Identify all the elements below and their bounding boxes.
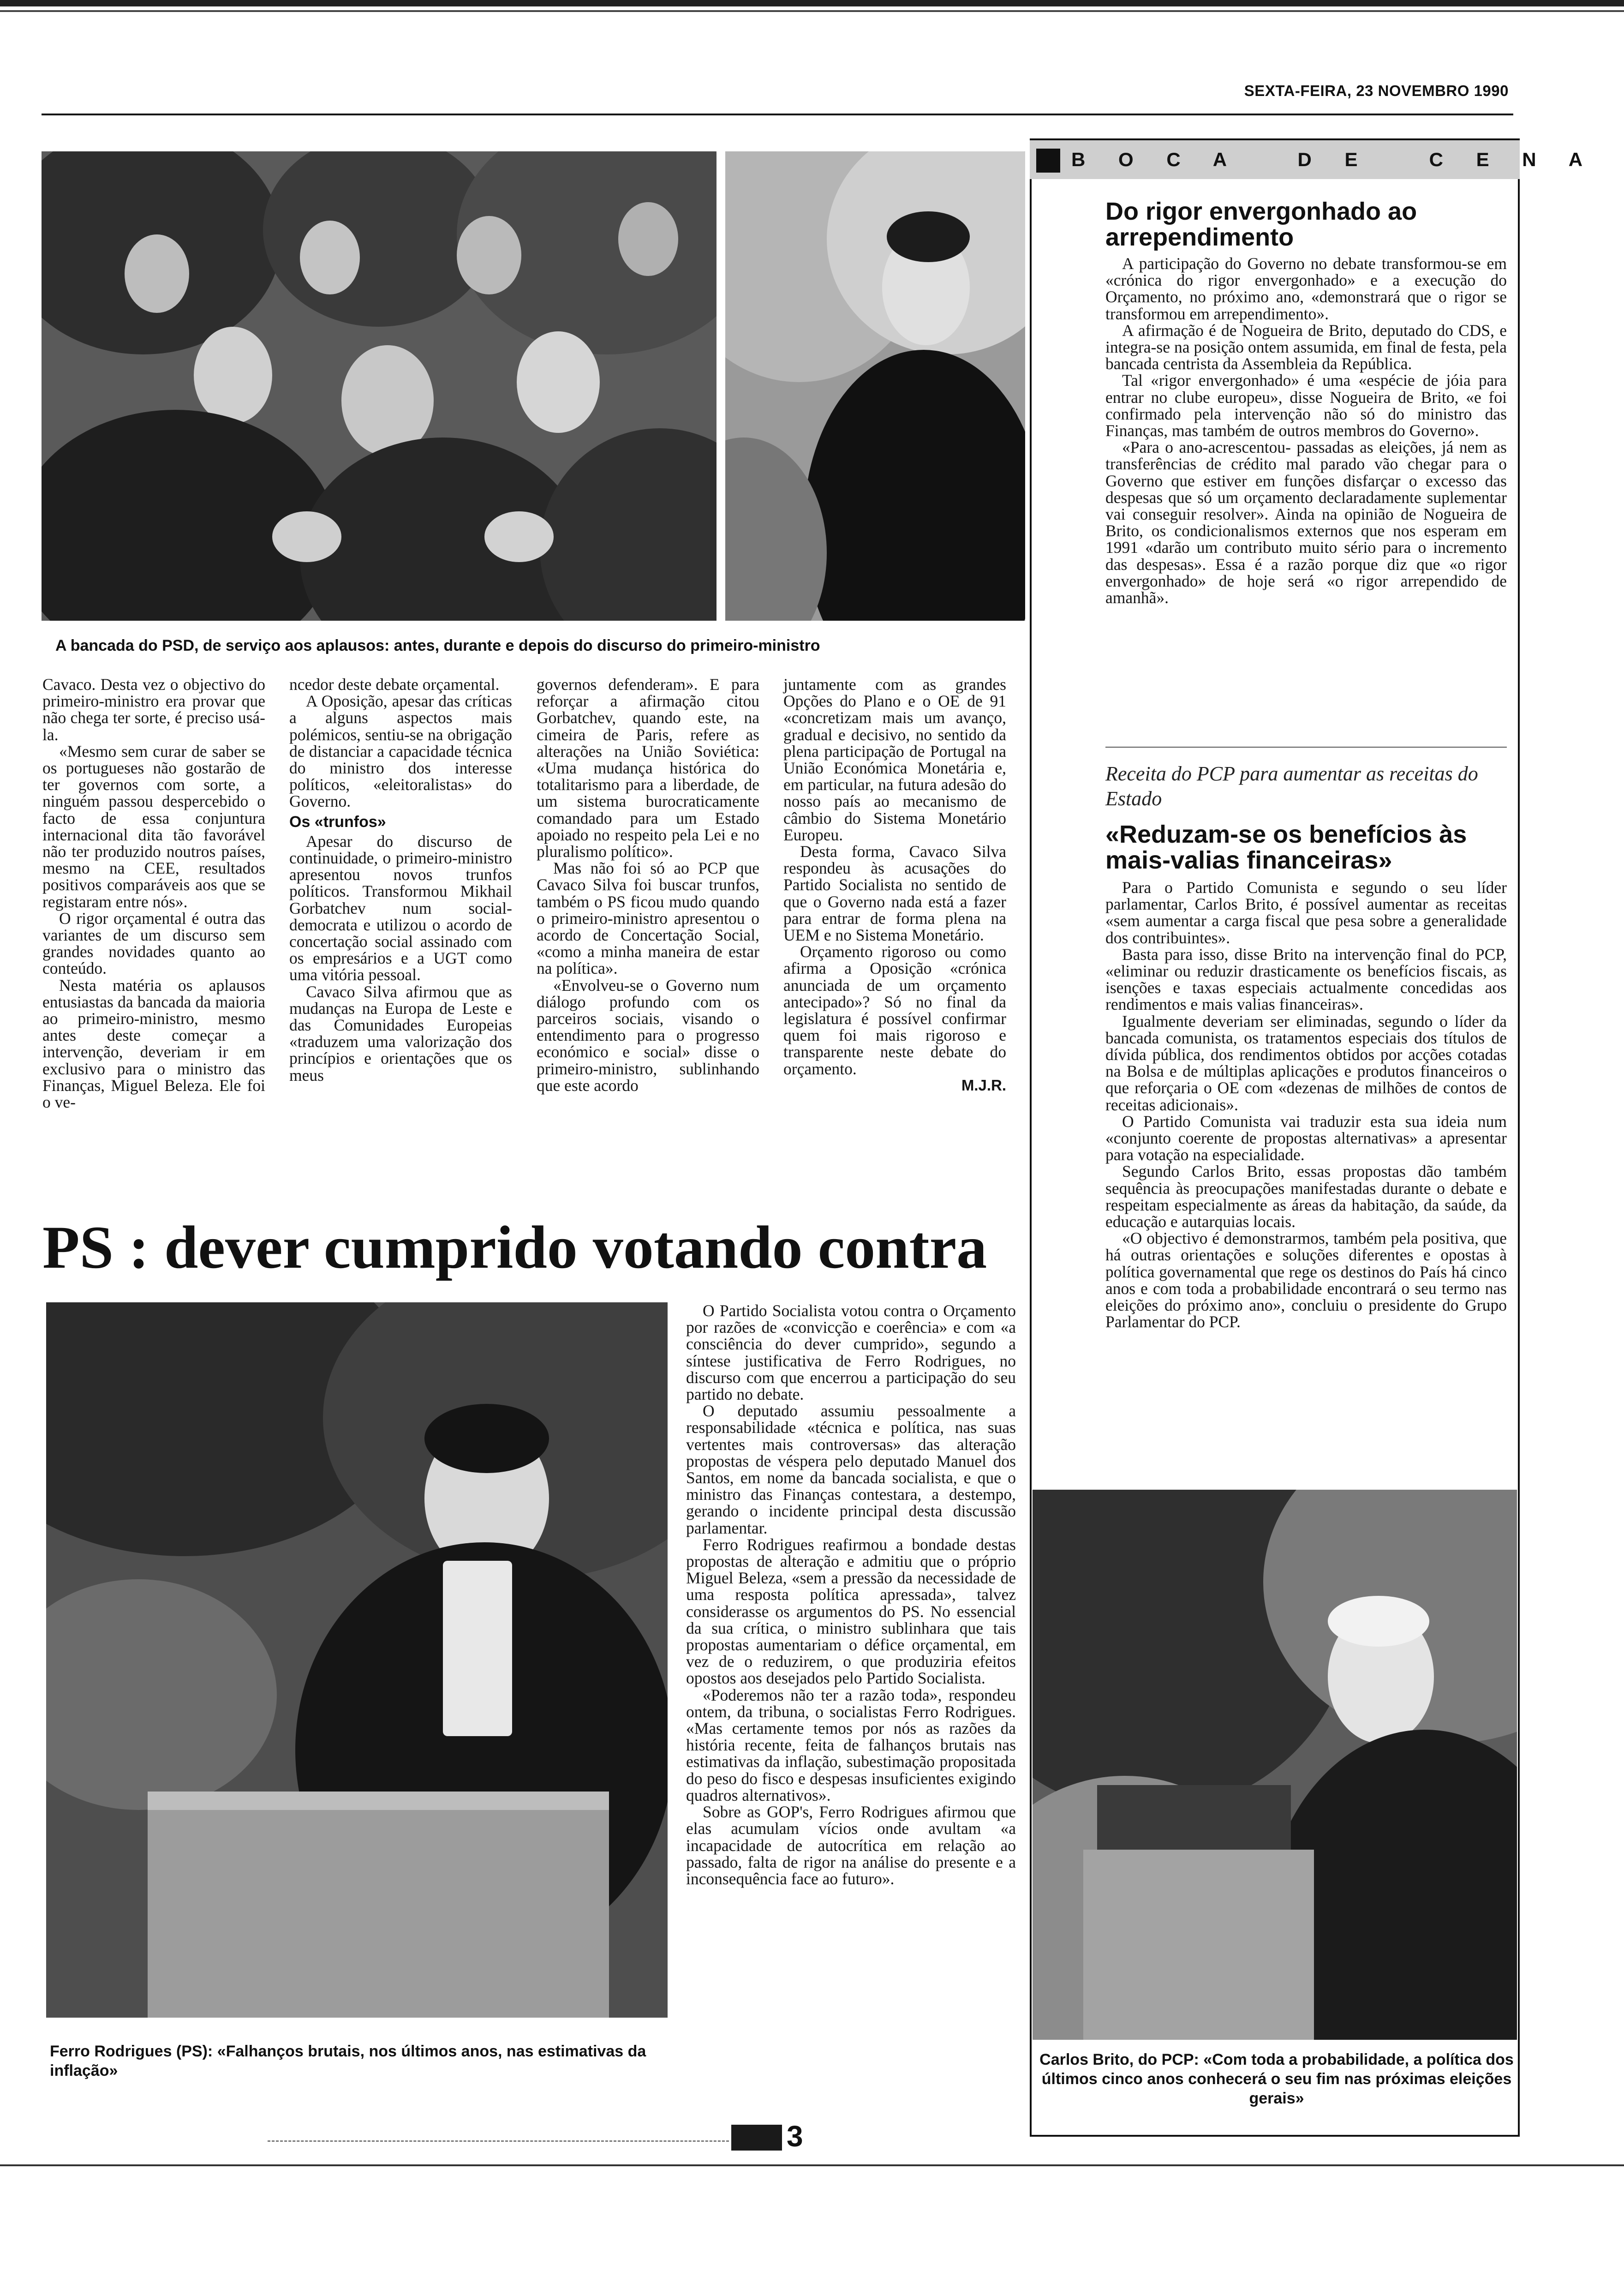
paragraph: «Envolveu-se o Governo num diálogo profundo com os parceiros sociais, visando o entendimento para o progresso económico e social» disse o primeiro-ministro, sublinhando que este acordo: [537, 976, 759, 1095]
paragraph: O Partido Socialista votou contra o Orçamento por razões de «convicção e coerência» e com «a consciência do dever cumprido», segundo a síntese justificativa de Ferro Rodrigues, no discurso com que encerrou a participação do seu partido no debate.: [686, 1301, 1016, 1404]
paragraph: Basta para isso, disse Brito na intervenção final do PCP, «eliminar ou reduzir drasticamente os benefícios fiscais, as isenções e taxas especiais actualmente concedidas aos rendimentos e mais valias financeiras».: [1105, 945, 1507, 1014]
photo-carlos-brito: [1033, 1490, 1517, 2040]
ps-headline: PS : dever cumprido votando contra: [42, 1213, 987, 1281]
paragraph: governos defenderam». E para reforçar a afirmação citou Gorbatchev, quando este, na cimeira de Paris, refere as alterações na União Soviética: «Uma mudança histórica do totalitarismo para a liberdade, de um sistema burocraticamente comandado para um Estado apoiado no respeito pela Lei e no pluralismo político».: [537, 675, 759, 861]
top-story-column-2: [289, 676, 512, 1084]
photo-caption-psd-bench: A bancada do PSD, de serviço aos aplausos: antes, durante e depois do discurso do primeiro-ministro: [55, 637, 820, 654]
top-story-column-3: [537, 676, 759, 1094]
author-signature: M.J.R.: [961, 1076, 1006, 1094]
sidebar-bottom-border: [1030, 2135, 1520, 2137]
paragraph: A afirmação é de Nogueira de Brito, deputado do CDS, e integra-se na posição ontem assumida, em final de festa, pela bancada centrista da Assembleia da República.: [1105, 321, 1507, 373]
photo-psd-bench-applause: [42, 151, 716, 621]
paragraph: O deputado assumiu pessoalmente a responsabilidade «técnica e política, nas suas vertentes mais controversas» das alteração propostas de véspera pelo deputado Manuel dos Santos, em nome da bancada socialista, e que o ministro das Finanças contestara, a destempo, gerando o incidente principal desta discussão parlamentar.: [686, 1402, 1016, 1537]
top-border-line-thin: [0, 10, 1624, 12]
top-border-line: [0, 0, 1624, 6]
sidebar-divider: [1105, 747, 1507, 748]
bottom-border-line: [0, 2164, 1624, 2166]
sidebar-story2-headline: «Reduzam-se os benefícios às mais-valias financeiras»: [1105, 821, 1467, 875]
paragraph: Apesar do discurso de continuidade, o primeiro-ministro apresentou novos trunfos políticos. Transformou Mikhail Gorbatchev num social-democrata e utilizou o acordo de concertação social assinado com os empresários e a UGT como uma vitória pessoal.: [289, 832, 512, 984]
sidebar-story1-headline: Do rigor envergonhado ao arrependimento: [1105, 198, 1417, 252]
paragraph: Para o Partido Comunista e segundo o seu líder parlamentar, Carlos Brito, é possível aumentar as receitas «sem aumentar a carga fiscal que pesa sobre a generalidade dos contribuintes».: [1105, 878, 1507, 947]
sidebar-story2-kicker: Receita do PCP para aumentar as receitas do Estado: [1105, 762, 1478, 810]
top-story-column-1: [42, 676, 265, 1110]
ps-story-body: [686, 1302, 1016, 1887]
paragraph: Mas não foi só ao PCP que Cavaco Silva foi buscar trunfos, também o PS ficou mudo quando o primeiro-ministro apresentou o acordo de Concertação Social, «como a minha maneira de estar na política».: [537, 859, 759, 978]
section-label-bar: [1030, 140, 1597, 179]
section-label: B O C A D E C E N A: [1071, 149, 1597, 170]
paragraph: «Mesmo sem curar de saber se os portugueses não gostarão de ter governos com sorte, a ninguém passou despercebido o facto de essa conjuntura internacional dita tão favorável não ter produzido noutros países, mesmo na CEE, resultados positivos comparáveis aos que se registaram entre nós».: [42, 742, 265, 911]
paragraph: Sobre as GOP's, Ferro Rodrigues afirmou que elas acumulam vícios onde avultam «a incapacidade de autocrítica em relação ao passado, falta de rigor na análise do presente e a inconsequência face ao futuro».: [686, 1803, 1016, 1888]
page-number: 3: [787, 2120, 803, 2153]
photo-ferro-rodrigues: [46, 1302, 668, 2018]
paragraph: «O objectivo é demonstrarmos, também pela positiva, que há outras orientações e soluções diferentes e opostas à política governamental que rege os destinos do País há cinco anos e com toda a probabilidade encontrará o seu termo nas eleições do próximo ano», concluiu o presidente do Grupo Parlamentar do PCP.: [1105, 1229, 1507, 1331]
footer-dotted-rule: [268, 2140, 729, 2142]
section-marker-square: [1036, 149, 1060, 173]
paragraph: Cavaco. Desta vez o objectivo do primeiro-ministro era provar que não chega ter sorte, é preciso usá-la.: [42, 675, 265, 744]
paragraph: Desta forma, Cavaco Silva respondeu às acusações do Partido Socialista no sentido de que o Governo nada está a fazer para entrar de forma plena na UEM e no Sistema Monetário.: [783, 842, 1006, 945]
paragraph: Cavaco Silva afirmou que as mudanças na Europa de Leste e das Comunidades Europeias «traduzem uma valorização dos princípios e orientações que os meus: [289, 982, 512, 1085]
sidebar-right-border: [1518, 138, 1520, 2137]
paragraph: Ferro Rodrigues reafirmou a bondade destas propostas de alteração e admitiu que o próprio Miguel Beleza, «sem a pressão da necessidade de uma resposta política apressada», talvez considerasse os argumentos do PS. No essencial da sua crítica, o ministro sublinhara que tais propostas aumentariam o défice orçamental, em vez de o reduzirem, o que produziria efeitos opostos aos desejados pelo Partido Socialista.: [686, 1535, 1016, 1688]
paragraph: Tal «rigor envergonhado» é uma «espécie de jóia para entrar no clube europeu», disse Nogueira de Brito, «e foi confirmado pela intervenção não só do ministro das Finanças, mas também de outros membros do Governo».: [1105, 371, 1507, 440]
sidebar-story1-body: [1105, 255, 1507, 606]
paragraph: A participação do Governo no debate transformou-se em «crónica do rigor envergonhado» e a execução do Orçamento, no próximo ano, «demonstrará que o rigor se transformou em arrependimento».: [1105, 254, 1507, 323]
paragraph: A Oposição, apesar das críticas a alguns aspectos mais polémicos, sentiu-se na obrigação de distanciar a capacidade técnica do ministro dos interesse políticos, «eleitoralistas» do Governo.: [289, 692, 512, 811]
subhead-trunfos: Os «trunfos»: [289, 813, 386, 831]
paragraph: juntamente com as grandes Opções do Plano e o OE de 91 «concretizam mais um avanço, gradual e decisivo, no sentido da plena participação de Portugal na União Económica Monetária e, em particular, na futura adesão do nosso país ao mecanismo de câmbio do Sistema Monetário Europeu.: [783, 675, 1006, 844]
paragraph: ncedor deste debate orçamental.: [289, 675, 500, 694]
paragraph: «Para o ano-acrescentou- passadas as eleições, já nem as transferências de crédito mal parado vão chegar para o Governo que estiver em funções disfarçar o excesso das despesas que só um orçamento declaradamente suplementar vai conseguir resolver». Ainda na opinião de Nogueira de Brito, os condicionalismos externos que nos esperam em 1991 «darão um contributo muito sério para o incremento das despesas». Essa é a razão porque diz que «o rigor envergonhado» de hoje será «o rigor arrependido de amanhã».: [1105, 438, 1507, 607]
paragraph: «Poderemos não ter a razão toda», respondeu ontem, da tribuna, o socialistas Ferro Rodrigues. «Mas certamente temos por nós as razões da história recente, feita de falhanços brutais nas estimativas da inflação, subestimação propositada do peso do fisco e despesas insuficientes exigindo quadros alternativos».: [686, 1685, 1016, 1804]
paragraph: Nesta matéria os aplausos entusiastas da bancada da maioria ao primeiro-ministro, mesmo antes deste começar a intervenção, deveriam ir em exclusivo para o ministro das Finanças, Miguel Beleza. Ele foi o ve-: [42, 976, 265, 1112]
header-rule: [42, 114, 1513, 115]
top-story-column-4: [783, 676, 1006, 1094]
footer-logo-box: [731, 2125, 782, 2151]
paragraph: Orçamento rigoroso ou como afirma a Oposição «crónica anunciada de um orçamento antecipado»? Só no final da legislatura é possível confirmar quem foi mais rigoroso e transparente neste debate do orçamento.: [783, 942, 1006, 1078]
paragraph: O rigor orçamental é outra das variantes de um discurso sem grandes novidades quanto ao conteúdo.: [42, 909, 265, 978]
paragraph: O Partido Comunista vai traduzir esta sua ideia num «conjunto coerente de propostas alternativas» a apresentar para votação na especialidade.: [1105, 1112, 1507, 1164]
sidebar-story2-body: [1105, 879, 1507, 1330]
paragraph: Segundo Carlos Brito, essas propostas dão também sequência às preocupações manifestadas durante o debate e respeitam especialmente as áreas da habitação, da saúde, da educação e autarquias locais.: [1105, 1162, 1507, 1231]
header-date: SEXTA-FEIRA, 23 NOVEMBRO 1990: [1244, 82, 1509, 99]
paragraph: Igualmente deveriam ser eliminadas, segundo o líder da bancada comunista, os tratamentos especiais dos títulos de dívida pública, dos rendimentos obtidos por acções cotadas na Bolsa e de múltiplas aplicações e produtos financeiros o que reforçaria o OE com «dezenas de milhões de contos de receitas adicionais».: [1105, 1012, 1507, 1114]
photo-caption-ferro-rodrigues: Ferro Rodrigues (PS): «Falhanços brutais, nos últimos anos, nas estimativas da inflação»: [50, 2043, 646, 2079]
sidebar-left-border: [1030, 138, 1032, 2137]
photo-prime-minister-speaking: [725, 151, 1025, 621]
photo-caption-carlos-brito: Carlos Brito, do PCP: «Com toda a probabilidade, a política dos últimos cinco anos conhecerá o seu fim nas próximas eleições gerais»: [1039, 2051, 1514, 2107]
